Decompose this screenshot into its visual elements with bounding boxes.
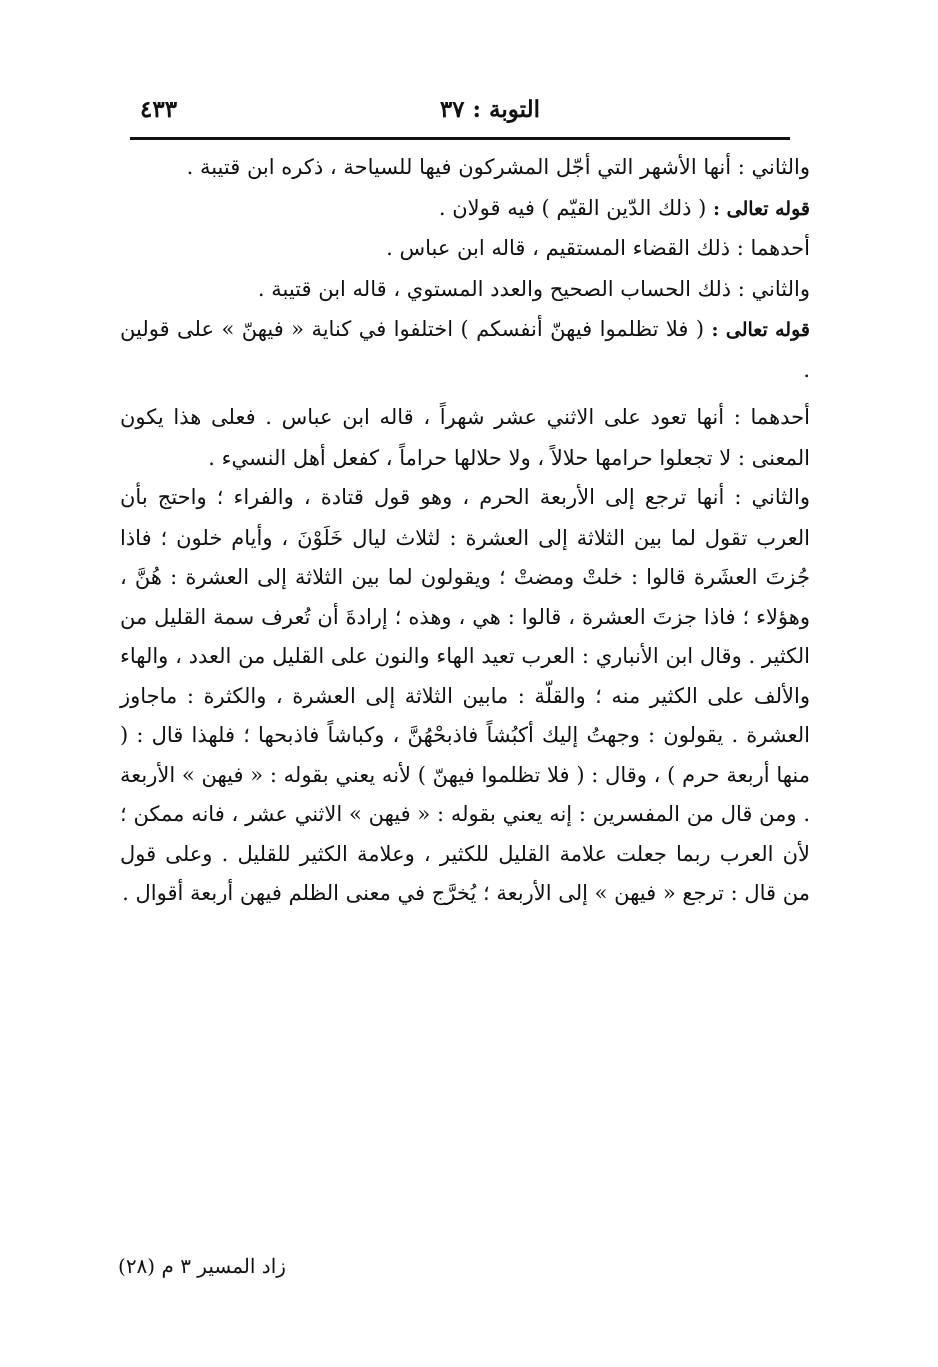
paragraph-3 bbox=[120, 229, 810, 270]
paragraph-2-text: ( ذلك الدّين القيّم ) فيه قولان . bbox=[438, 195, 713, 220]
page-number: ٤٣٣ bbox=[140, 96, 178, 123]
body-text bbox=[120, 148, 810, 914]
footer-signature: زاد المسير ٣ م (٢٨) bbox=[118, 1254, 286, 1278]
paragraph-1 bbox=[120, 148, 810, 189]
paragraph-5-text: ( فلا تظلموا فيهنّ أنفسكم ) اختلفوا في كناية « فيهنّ » على قولين . bbox=[120, 317, 810, 382]
paragraph-6-text: أحدهما : أنها تعود على الاثني عشر شهراً ، قاله ابن عباس . فعلى هذا يكون المعنى : لا تجعلوا حرامها حلالاً ، ولا حلالها حراماً ، كفعل أهل النسيء . bbox=[120, 405, 810, 470]
paragraph-2-lead: قوله تعالى : bbox=[713, 197, 810, 220]
paragraph-6 bbox=[120, 398, 810, 478]
paragraph-4 bbox=[120, 270, 810, 311]
paragraph-7 bbox=[120, 478, 810, 914]
paragraph-5-lead: قوله تعالى : bbox=[711, 319, 810, 341]
paragraph-2 bbox=[120, 189, 810, 230]
paragraph-1-text: والثاني : أنها الأشهر التي أجّل المشركون فيها للسياحة ، ذكره ابن قتيبة . bbox=[186, 155, 810, 179]
paragraph-3-text: أحدهما : ذلك القضاء المستقيم ، قاله ابن عباس . bbox=[386, 236, 810, 260]
paragraph-5 bbox=[120, 310, 810, 390]
header-rule bbox=[130, 137, 790, 140]
running-header bbox=[140, 96, 790, 130]
paragraph-7-text: والثاني : أنها ترجع إلى الأربعة الحرم ، وهو قول قتادة ، والفراء ؛ واحتج بأن العرب تقول لما بين الثلاثة إلى العشرة : لثلاث ليال خَلَوْنَ ، وأيام خلون ؛ فاذا جُزتَ العشَرة قالوا : خلتْ ومضتْ ؛ ويقولون لما بين الثلاثة إلى العشرة : هُنَّ ، وهؤلاء ؛ فاذا جزتَ العشرة ، قالوا : هي ، وهذه ؛ إرادةَ أن تُعرف سمة القليل من الكثير . وقال ابن الأنباري : العرب تعيد الهاء والنون على القليل من العدد ، والهاء والألف على الكثير منه ؛ والقلّة : مابين الثلاثة إلى العشرة ، والكثرة : ماجاوز العشرة . يقولون : وجهتُ إليك أكبُشاً فاذبحْهُنَّ ، وكباشاً فاذبحها ؛ فلهذا قال : ( منها أربعة حرم ) ، وقال : ( فلا تظلموا فيهنّ ) لأنه يعني بقوله : « فيهن » الأربعة . ومن قال من المفسرين : إنه يعني بقوله : « فيهن » الاثني عشر ، فانه ممكن ؛ لأن العرب ربما جعلت علامة القليل للكثير ، وعلامة الكثير للقليل . وعلى قول من قال : ترجع « فيهن » إلى الأربعة ؛ يُخرَّج في معنى الظلم فيهن أربعة أقوال . bbox=[120, 485, 810, 905]
paragraph-4-text: والثاني : ذلك الحساب الصحيح والعدد المستوي ، قاله ابن قتيبة . bbox=[257, 276, 810, 301]
header-title: التوبة : ٣٧ bbox=[439, 96, 540, 123]
